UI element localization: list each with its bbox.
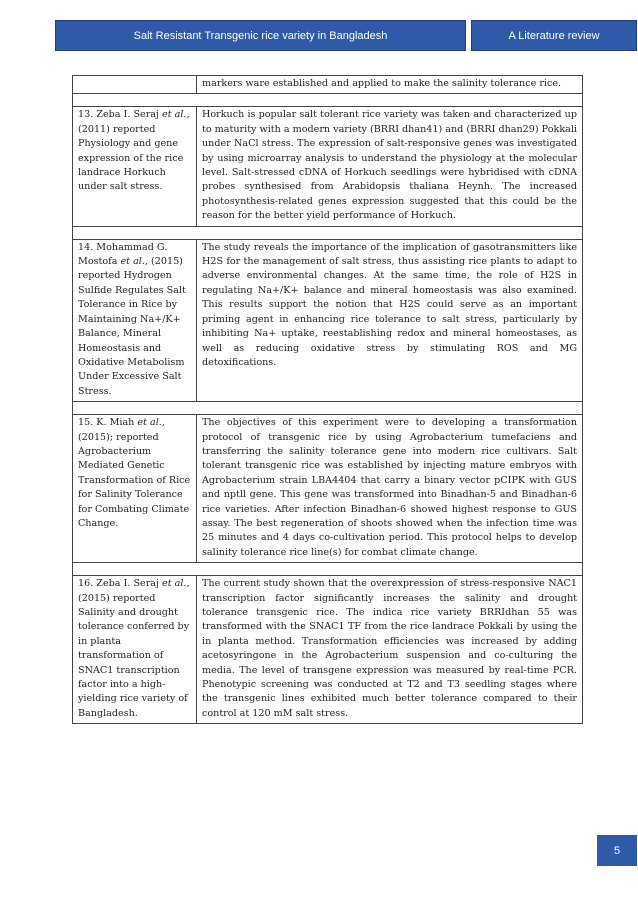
section-banner: [471, 20, 637, 51]
summary-cell: The current study shown that the overexpression of stress-responsive NAC1 transcription factor significantly increases the salinity and drought tolerance transgenic rice. The indica rice variety BRRIdhan 55 was transformed with the SNAC1 TF from the rice landrace Pokkali by using the in planta method. Transformation efficiencies was increased by adding acetosyringone in the Agrobacterium suspension and co-culturing the media. The level of transgene expression was measured by real-time PCR. Phenotypic screening was conducted at T2 and T3 seedling stages where the transgenic lines exhibited much better tolerance compared to their control at 120 mM salt stress.: [197, 576, 583, 724]
table-row: [73, 107, 583, 226]
document-title: Salt Resistant Transgenic rice variety in Bangladesh: [133, 29, 388, 42]
table-row: [73, 415, 583, 563]
spacer-row: [73, 94, 583, 107]
reference-cell: 16. Zeba I. Seraj et al., (2015) reported Salinity and drought tolerance conferred by in planta transformation of SNAC1 transcription factor into a high-yielding rice variety of Bangladesh.: [73, 576, 197, 724]
section-title: A Literature review: [508, 29, 600, 42]
reference-cell: 14. Mohammad G. Mostofa et al., (2015) reported Hydrogen Sulfide Regulates Salt Tolerance in Rice by Maintaining Na+/K+ Balance, Mineral Homeostasis and Oxidative Metabolism Under Excessive Salt Stress.: [73, 239, 197, 401]
table-row: [73, 239, 583, 401]
summary-cell: The objectives of this experiment were to developing a transformation protocol of transgenic rice by using Agrobacterium tumefaciens and transferring the salinity tolerance gene into modern rice cultivars. Salt tolerant transgenic rice was established by injecting mature embryos with Agrobacterium strain LBA4404 that carry a binary vector pCIPK with GUS and nptll gene. This gene was transformed into Binadhan-5 and Binadhan-6 rice varieties. After infection Binadhan-6 showed highest response to GUS assay. The best regeneration of shoots showed when the infection time was 25 minutes and 4 days co-cultivation period. This protocol helps to develop salinity tolerance rice line(s) for combat climate change.: [197, 415, 583, 563]
table-row: [73, 76, 583, 94]
spacer-row: [73, 226, 583, 239]
summary-cell: The study reveals the importance of the implication of gasotransmitters like H2S for the management of salt stress, thus assisting rice plants to adapt to adverse environmental changes. At the same time, the role of H2S in regulating Na+/K+ balance and mineral homeostasis was also examined. This results support the notion that H2S could serve as an important priming agent in enhancing rice tolerance to salt stress, particularly by inhibiting Na+ uptake, reestablishing redox and mineral homeostases, as well as reducing oxidative stress by stimulating ROS and MG detoxifications.: [197, 239, 583, 401]
spacer-row: [73, 563, 583, 576]
spacer-row: [73, 402, 583, 415]
reference-cell: 15. K. Miah et al., (2015); reported Agrobacterium Mediated Genetic Transformation of Rice for Salinity Tolerance for Combating Climate Change.: [73, 415, 197, 563]
literature-table: [72, 75, 583, 724]
reference-cell: 13. Zeba I. Seraj et al., (2011) reported Physiology and gene expression of the rice landrace Horkuch under salt stress.: [73, 107, 197, 226]
summary-cell: markers ware established and applied to make the salinity tolerance rice.: [197, 76, 583, 94]
page-number: 5: [613, 844, 621, 857]
reference-cell: [73, 76, 197, 94]
document-title-banner: [55, 20, 466, 51]
table-row: [73, 576, 583, 724]
summary-cell: Horkuch is popular salt tolerant rice variety was taken and characterized up to maturity with a modern variety (BRRI dhan41) and (BRRI dhan29) Pokkali under NaCl stress. The expression of salt-responsive genes was investigated by using microarray analysis to understand the physiology at the molecular level. Salt-stressed cDNA of Horkuch seedlings were hybridised with cDNA probes synthesised from Arabidopsis thaliana Heynh. The increased photosynthesis-related genes expression suggested that this could be the reason for the better yield performance of Horkuch.: [197, 107, 583, 226]
page-number-badge: [597, 835, 637, 866]
